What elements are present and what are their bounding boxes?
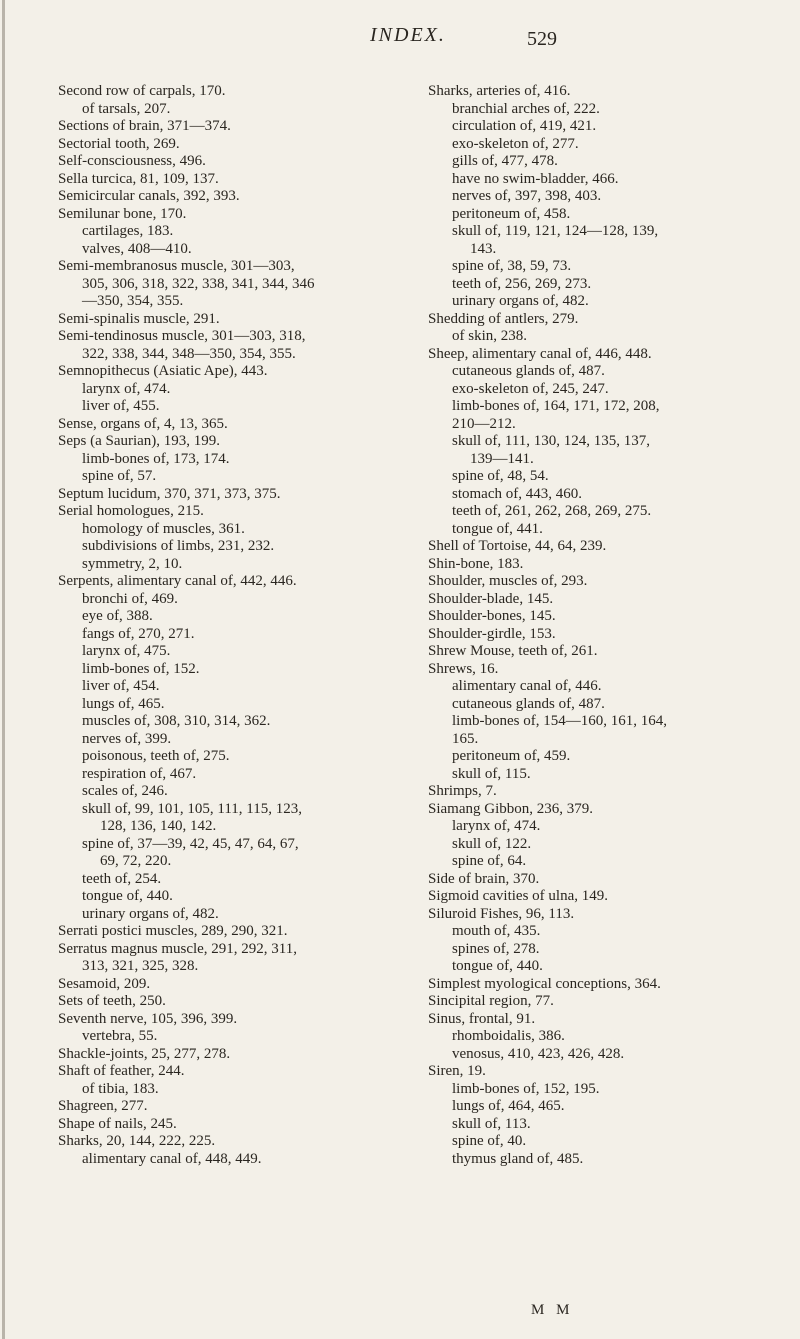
index-heading: Serratus magnus muscle, 291, 292, 311, bbox=[58, 940, 297, 957]
index-subentry: teeth of, 256, 269, 273. bbox=[452, 275, 592, 292]
index-heading: Sectorial tooth, 269. bbox=[58, 135, 180, 152]
index-heading: Sharks, arteries of, 416. bbox=[428, 83, 571, 99]
index-subentry: limb-bones of, 173, 174. bbox=[82, 450, 230, 467]
index-heading: Semi-spinalis muscle, 291. bbox=[58, 310, 220, 327]
index-subentry: skull of, 115. bbox=[452, 765, 531, 782]
index-subentry: symmetry, 2, 10. bbox=[82, 555, 183, 572]
index-subentry: rhomboidalis, 386. bbox=[452, 1028, 565, 1044]
index-heading: Shagreen, 277. bbox=[58, 1098, 148, 1114]
index-heading: Sheep, alimentary canal of, 446, 448. bbox=[428, 345, 652, 362]
index-subentry: branchial arches of, 222. bbox=[452, 100, 600, 117]
index-subentry: spine of, 40. bbox=[452, 1133, 527, 1149]
index-subentry: cutaneous glands of, 487. bbox=[452, 363, 605, 379]
index-subentry: spines of, 278. bbox=[452, 940, 540, 957]
index-subentry: limb-bones of, 164, 171, 172, 208, bbox=[452, 398, 660, 414]
index-heading: Semilunar bone, 170. bbox=[58, 205, 187, 222]
signature-text: M M bbox=[531, 1302, 574, 1318]
index-subentry: urinary organs of, 482. bbox=[452, 293, 589, 309]
index-subentry: limb-bones of, 152, 195. bbox=[452, 1080, 600, 1097]
index-heading: Serial homologues, 215. bbox=[58, 503, 204, 519]
index-heading: Shoulder, muscles of, 293. bbox=[428, 573, 588, 589]
index-subentry: 313, 321, 325, 328. bbox=[82, 958, 199, 974]
index-heading: Sharks, 20, 144, 222, 225. bbox=[58, 1133, 216, 1149]
index-heading: Sella turcica, 81, 109, 137. bbox=[58, 170, 219, 187]
index-subentry: nerves of, 397, 398, 403. bbox=[452, 188, 602, 204]
index-heading: Semi-tendinosus muscle, 301—303, 318, bbox=[58, 328, 306, 344]
index-subentry: lungs of, 464, 465. bbox=[452, 1098, 565, 1114]
index-heading: Second row of carpals, 170. bbox=[58, 83, 226, 99]
index-heading: Shrews, 16. bbox=[428, 660, 499, 677]
index-subentry: spine of, 37—39, 42, 45, 47, 64, 67, bbox=[82, 835, 299, 852]
index-heading: Sections of brain, 371—374. bbox=[58, 118, 231, 134]
index-subentry: thymus gland of, 485. bbox=[452, 1150, 584, 1167]
index-heading: Side of brain, 370. bbox=[428, 870, 540, 887]
index-subentry: muscles of, 308, 310, 314, 362. bbox=[82, 713, 271, 729]
index-subentry: valves, 408—410. bbox=[82, 240, 192, 257]
index-subentry: peritoneum of, 458. bbox=[452, 205, 571, 222]
index-subentry: skull of, 119, 121, 124—128, 139, bbox=[452, 223, 659, 239]
index-heading: Serrati postici muscles, 289, 290, 321. bbox=[58, 923, 288, 939]
index-heading: Shell of Tortoise, 44, 64, 239. bbox=[428, 538, 607, 554]
index-subentry: 143. bbox=[470, 240, 497, 257]
index-subentry: 128, 136, 140, 142. bbox=[100, 818, 217, 834]
index-subentry: alimentary canal of, 446. bbox=[452, 678, 602, 694]
index-heading: Seps (a Saurian), 193, 199. bbox=[58, 433, 221, 449]
index-heading: Seventh nerve, 105, 396, 399. bbox=[58, 1010, 238, 1027]
index-subentry: skull of, 122. bbox=[452, 835, 532, 852]
index-subentry: urinary organs of, 482. bbox=[82, 905, 219, 922]
index-heading: Shoulder-girdle, 153. bbox=[428, 625, 556, 642]
index-heading: Sets of teeth, 250. bbox=[58, 993, 166, 1009]
index-subentry: limb-bones of, 152. bbox=[82, 660, 200, 677]
index-heading: Siren, 19. bbox=[428, 1063, 486, 1079]
index-subentry: have no swim-bladder, 466. bbox=[452, 170, 619, 187]
index-heading: Semicircular canals, 392, 393. bbox=[58, 188, 240, 204]
running-title: INDEX. bbox=[370, 24, 446, 46]
index-column-left bbox=[58, 83, 408, 1168]
index-heading: Self-consciousness, 496. bbox=[58, 153, 206, 169]
index-heading: Serpents, alimentary canal of, 442, 446. bbox=[58, 573, 297, 589]
index-subentry: of tarsals, 207. bbox=[82, 100, 171, 117]
index-subentry: larynx of, 474. bbox=[452, 818, 541, 834]
index-heading: Shoulder-blade, 145. bbox=[428, 590, 554, 607]
index-subentry: venosus, 410, 423, 426, 428. bbox=[452, 1045, 625, 1062]
index-subentry: of tibia, 183. bbox=[82, 1080, 159, 1097]
index-subentry: respiration of, 467. bbox=[82, 765, 197, 782]
index-subentry: circulation of, 419, 421. bbox=[452, 118, 597, 134]
index-subentry: subdivisions of limbs, 231, 232. bbox=[82, 538, 275, 554]
index-heading: Shin-bone, 183. bbox=[428, 555, 524, 572]
index-subentry: skull of, 99, 101, 105, 111, 115, 123, bbox=[82, 800, 302, 817]
index-subentry: of skin, 238. bbox=[452, 328, 527, 344]
index-heading: Shrimps, 7. bbox=[428, 783, 497, 799]
index-heading: Sense, organs of, 4, 13, 365. bbox=[58, 415, 228, 432]
index-subentry: larynx of, 474. bbox=[82, 380, 171, 397]
index-heading: Shrew Mouse, teeth of, 261. bbox=[428, 643, 598, 659]
index-subentry: spine of, 48, 54. bbox=[452, 468, 549, 484]
index-subentry: gills of, 477, 478. bbox=[452, 153, 558, 169]
index-heading: Simplest myological conceptions, 364. bbox=[428, 975, 661, 992]
page-number: 529 bbox=[527, 28, 557, 50]
index-subentry: liver of, 455. bbox=[82, 398, 160, 414]
index-subentry: mouth of, 435. bbox=[452, 923, 541, 939]
index-heading: Semnopithecus (Asiatic Ape), 443. bbox=[58, 363, 268, 379]
index-heading: Sesamoid, 209. bbox=[58, 975, 151, 992]
index-column-right bbox=[428, 83, 773, 1168]
index-heading: Semi-membranosus muscle, 301—303, bbox=[58, 258, 295, 274]
index-subentry: 139—141. bbox=[470, 450, 534, 467]
index-subentry: cartilages, 183. bbox=[82, 223, 174, 239]
index-subentry: exo-skeleton of, 245, 247. bbox=[452, 380, 609, 397]
index-subentry: larynx of, 475. bbox=[82, 643, 171, 659]
index-subentry: 165. bbox=[452, 730, 479, 747]
index-subentry: fangs of, 270, 271. bbox=[82, 625, 195, 642]
index-subentry: scales of, 246. bbox=[82, 783, 168, 799]
page-edge-rule bbox=[2, 0, 5, 1339]
index-subentry: —350, 354, 355. bbox=[82, 293, 184, 309]
index-subentry: nerves of, 399. bbox=[82, 730, 172, 747]
index-subentry: poisonous, teeth of, 275. bbox=[82, 748, 230, 764]
index-subentry: peritoneum of, 459. bbox=[452, 748, 571, 764]
index-subentry: cutaneous glands of, 487. bbox=[452, 695, 605, 712]
index-subentry: vertebra, 55. bbox=[82, 1028, 158, 1044]
index-subentry: spine of, 38, 59, 73. bbox=[452, 258, 572, 274]
index-heading: Shackle-joints, 25, 277, 278. bbox=[58, 1045, 231, 1062]
index-subentry: spine of, 57. bbox=[82, 468, 157, 484]
index-subentry: teeth of, 254. bbox=[82, 870, 162, 887]
index-heading: Shoulder-bones, 145. bbox=[428, 608, 556, 624]
index-subentry: bronchi of, 469. bbox=[82, 590, 178, 607]
index-subentry: 322, 338, 344, 348—350, 354, 355. bbox=[82, 345, 296, 362]
index-heading: Shaft of feather, 244. bbox=[58, 1063, 185, 1079]
index-subentry: lungs of, 465. bbox=[82, 695, 165, 712]
index-heading: Sincipital region, 77. bbox=[428, 993, 554, 1009]
index-subentry: tongue of, 440. bbox=[82, 888, 173, 904]
index-subentry: exo-skeleton of, 277. bbox=[452, 135, 579, 152]
index-heading: Siamang Gibbon, 236, 379. bbox=[428, 800, 593, 817]
index-subentry: eye of, 388. bbox=[82, 608, 153, 624]
index-heading: Septum lucidum, 370, 371, 373, 375. bbox=[58, 485, 281, 502]
index-subentry: liver of, 454. bbox=[82, 678, 160, 694]
index-heading: Shape of nails, 245. bbox=[58, 1115, 177, 1132]
index-heading: Siluroid Fishes, 96, 113. bbox=[428, 905, 575, 922]
index-subentry: alimentary canal of, 448, 449. bbox=[82, 1150, 262, 1167]
index-heading: Sigmoid cavities of ulna, 149. bbox=[428, 888, 608, 904]
index-subentry: spine of, 64. bbox=[452, 853, 527, 869]
index-subentry: tongue of, 440. bbox=[452, 958, 543, 974]
index-subentry: homology of muscles, 361. bbox=[82, 520, 245, 537]
index-subentry: teeth of, 261, 262, 268, 269, 275. bbox=[452, 503, 652, 519]
printer-signature-mark bbox=[0, 1302, 800, 1326]
index-subentry: tongue of, 441. bbox=[452, 520, 543, 537]
index-subentry: stomach of, 443, 460. bbox=[452, 485, 582, 502]
index-subentry: 305, 306, 318, 322, 338, 341, 344, 346 bbox=[82, 275, 315, 292]
index-heading: Sinus, frontal, 91. bbox=[428, 1010, 536, 1027]
index-heading: Shedding of antlers, 279. bbox=[428, 310, 579, 327]
index-subentry: skull of, 113. bbox=[452, 1115, 531, 1132]
index-subentry: skull of, 111, 130, 124, 135, 137, bbox=[452, 433, 651, 449]
page-header bbox=[0, 22, 800, 62]
index-subentry: 210—212. bbox=[452, 415, 516, 432]
index-subentry: 69, 72, 220. bbox=[100, 853, 172, 869]
index-subentry: limb-bones of, 154—160, 161, 164, bbox=[452, 713, 667, 729]
